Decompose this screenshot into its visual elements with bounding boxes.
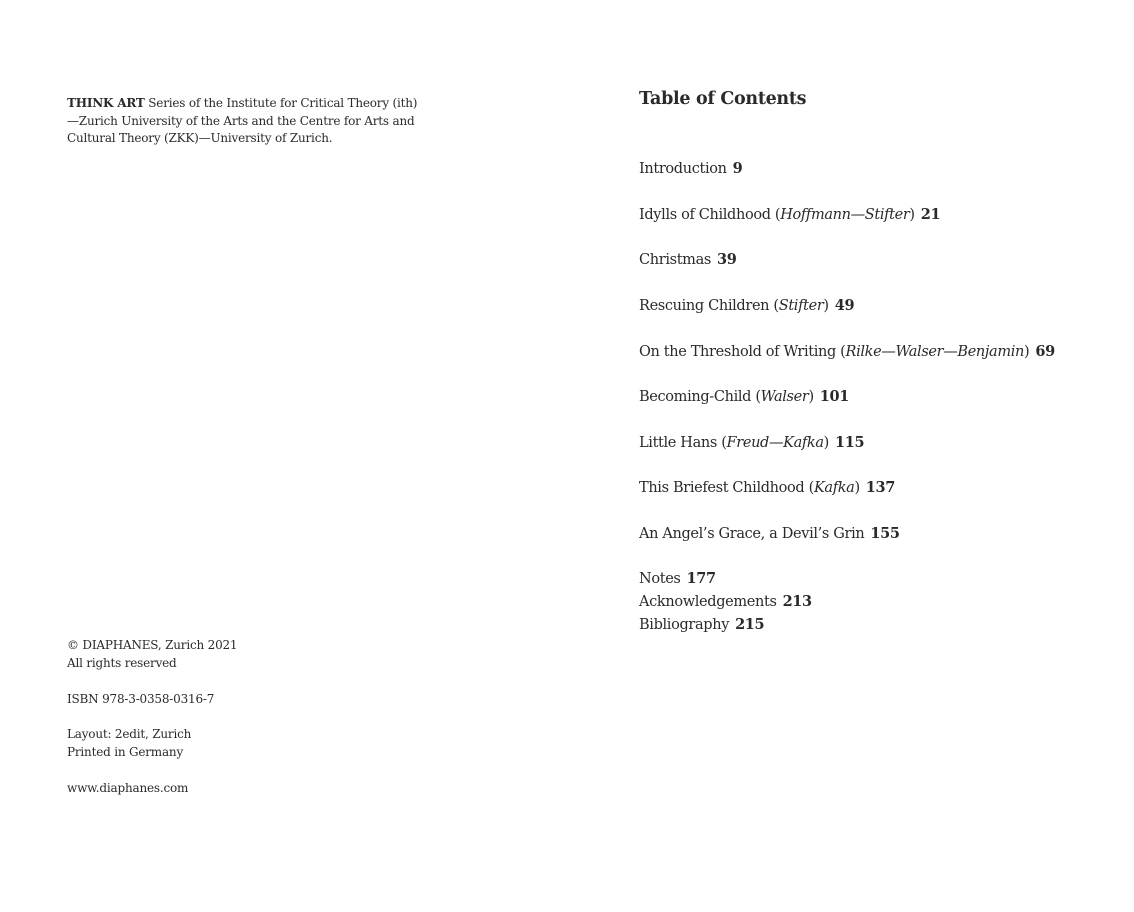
isbn-line: ISBN 978-3-0358-0316-7 bbox=[67, 691, 215, 706]
toc-entry-page: 137 bbox=[865, 479, 895, 496]
toc-entry-title: This Briefest Childhood bbox=[639, 480, 805, 496]
toc-entry-page: 115 bbox=[834, 434, 865, 451]
toc-entry-authors: Walser bbox=[760, 389, 809, 405]
toc-entry-authors: Stifter bbox=[778, 298, 824, 314]
right-page bbox=[567, 0, 1134, 912]
toc-entry-page: 69 bbox=[1035, 343, 1055, 360]
toc-entry-authors: Hoffmann—Stifter bbox=[780, 207, 910, 223]
toc-entry-page: 215 bbox=[735, 616, 765, 633]
toc-title: Table of Contents bbox=[639, 89, 807, 109]
toc-entry-title: Little Hans bbox=[639, 435, 717, 451]
toc-entry bbox=[639, 616, 764, 633]
toc-entry-page: 177 bbox=[686, 570, 716, 587]
toc-entry-title: Rescuing Children bbox=[639, 298, 770, 314]
printed-line: Printed in Germany bbox=[67, 745, 184, 760]
toc-entry: On the Threshold of Writing (Rilke—Walser—Benjamin) 69 bbox=[639, 343, 1055, 360]
toc-entry-title: Bibliography bbox=[639, 617, 730, 633]
toc-entry-page: 213 bbox=[782, 593, 812, 610]
toc-entry: Becoming-Child (Walser) 101 bbox=[639, 388, 849, 405]
toc-entry-title: Idylls of Childhood bbox=[639, 207, 771, 223]
toc-entry-page: 39 bbox=[716, 251, 737, 268]
toc-entry: This Briefest Childhood (Kafka) 137 bbox=[639, 479, 895, 496]
toc-entry-title: On the Threshold of Writing bbox=[639, 344, 836, 360]
toc-entry bbox=[639, 160, 742, 177]
toc-entry bbox=[639, 251, 736, 268]
toc-entry: Rescuing Children (Stifter) 49 bbox=[639, 297, 855, 314]
toc-entry bbox=[639, 593, 812, 610]
website-link[interactable]: www.diaphanes.com bbox=[67, 780, 189, 795]
toc-entry-page: 21 bbox=[920, 206, 941, 223]
toc-entry-authors: Freud—Kafka bbox=[726, 435, 824, 451]
toc-entry-title: Becoming-Child bbox=[639, 389, 752, 405]
toc-entry-page: 9 bbox=[732, 160, 743, 177]
toc-entry-title: Notes bbox=[639, 571, 681, 587]
toc-entry-title: An Angel’s Grace, a Devil’s Grin bbox=[639, 526, 865, 542]
toc-entry-authors: Rilke—Walser—Benjamin bbox=[845, 344, 1025, 360]
series-description: Series of the Institute for Critical Theory (ith)—Zurich University of the Arts and the Centre for Arts and Cultural Theory (ZKK)—University of Zurich. bbox=[67, 96, 418, 145]
layout-line: Layout: 2edit, Zurich bbox=[67, 727, 192, 742]
toc-entry-title: Christmas bbox=[639, 252, 711, 268]
toc-entry bbox=[639, 570, 716, 587]
toc-entry-title: Introduction bbox=[639, 161, 727, 177]
toc-entry-page: 49 bbox=[834, 297, 855, 314]
toc-entry: Little Hans (Freud—Kafka) 115 bbox=[639, 434, 865, 451]
toc-entry bbox=[639, 525, 900, 542]
series-note bbox=[67, 95, 427, 148]
toc-entry-page: 101 bbox=[819, 388, 849, 405]
toc-entry-page: 155 bbox=[870, 525, 900, 542]
toc-entry-authors: Kafka bbox=[813, 480, 855, 496]
rights-line: All rights reserved bbox=[67, 655, 177, 670]
toc-entry: Idylls of Childhood (Hoffmann—Stifter) 21 bbox=[639, 206, 941, 223]
series-name: THINK ART bbox=[67, 96, 145, 110]
imprint bbox=[67, 637, 367, 798]
copyright-line: © DIAPHANES, Zurich 2021 bbox=[67, 638, 238, 652]
toc-entry-title: Acknowledgements bbox=[639, 594, 777, 610]
